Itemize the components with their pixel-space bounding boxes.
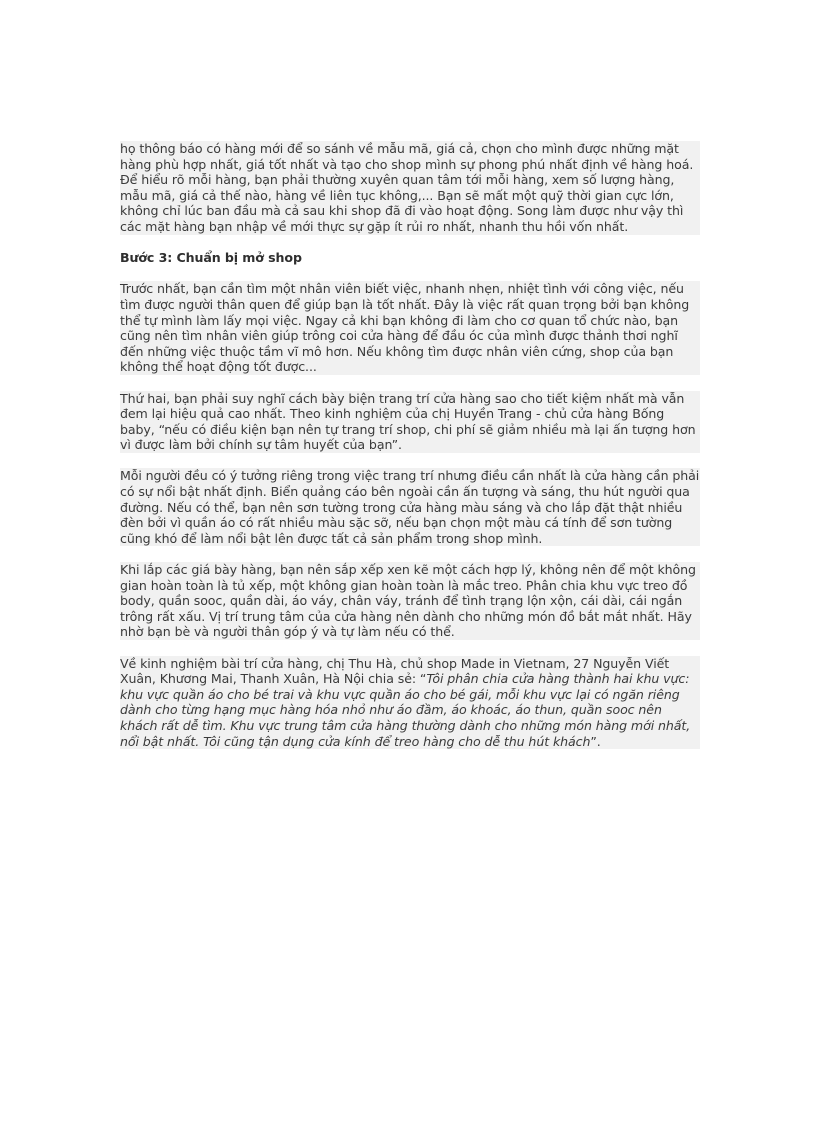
paragraph-intro: họ thông báo có hàng mới để so sánh về mẫu mã, giá cả, chọn cho mình được những mặt hàng phù hợp nhất, giá tốt nhất và tạo cho shop mình sự phong phú nhất định về hàng hoá. Để hiểu rõ mỗi hàng, bạn phải thường xuyên quan tâm tới mỗi hàng, xem số lượng hàng, mẫu mã, giá cả thế nào, hàng về liên tục không,... Bạn sẽ mất một quỹ thời gian cực lớn, không chỉ lúc ban đầu mà cả sau khi shop đã đi vào hoạt động. Song làm được như vậy thì các mặt hàng bạn nhập về mới thực sự gặp ít rủi ro nhất, nhanh thu hồi vốn nhất. <box>120 141 700 235</box>
section-heading: Bước 3: Chuẩn bị mở shop <box>120 250 302 266</box>
experience-outro: ”. <box>590 733 601 749</box>
experience-intro: Về kinh nghiệm bài trí cửa hàng, chị Thu Hà, chủ shop Made in Vietnam, 27 Nguyễn Viết Xuân, Khương Mai, Thanh Xuân, Hà Nội chia sẻ: “ <box>120 655 670 687</box>
paragraph-experience <box>120 656 700 750</box>
paragraph-shelves: Khi lắp các giá bày hàng, bạn nên sắp xếp xen kẽ một cách hợp lý, không nên để một không gian hoàn toàn là tủ xếp, một không gian hoàn toàn là mắc treo. Phân chia khu vực treo đồ body, quần sooc, quần dài, áo váy, chân váy, tránh để tình trạng lộn xộn, cái dài, cái ngắn trông rất xấu. Vị trí trung tâm của cửa hàng nên dành cho những món đồ bắt mắt nhất. Hãy nhờ bạn bè và người thân góp ý và tự làm nếu có thể. <box>120 562 700 640</box>
experience-quote: Tôi phân chia cửa hàng thành hai khu vực: khu vực quần áo cho bé trai và khu vực quần áo cho bé gái, mỗi khu vực lại có ngăn riêng dành cho từng hạng mục hàng hóa nhỏ như áo đầm, áo khoác, áo thun, quần sooc nên khách rất dễ tìm. Khu vực trung tâm cửa hàng thường dành cho những món hàng mới nhất, nổi bật nhất. Tôi cũng tận dụng cửa kính để treo hàng cho dễ thu hút khách <box>120 671 691 749</box>
document-page <box>120 141 700 765</box>
paragraph-ideas: Mỗi người đều có ý tưởng riêng trong việc trang trí nhưng điều cần nhất là cửa hàng cần phải có sự nổi bật nhất định. Biển quảng cáo bên ngoài cần ấn tượng và sáng, thu hút người qua đường. Nếu có thể, bạn nên sơn tường trong cửa hàng màu sáng và cho lắp đặt thật nhiều đèn bởi vì quần áo có rất nhiều màu sặc sỡ, nếu bạn chọn một màu cá tính để sơn tường cũng khó để làm nổi bật lên được tất cả sản phẩm trong shop mình. <box>120 468 700 546</box>
paragraph-decoration: Thứ hai, bạn phải suy nghĩ cách bày biện trang trí cửa hàng sao cho tiết kiệm nhất mà vẫn đem lại hiệu quả cao nhất. Theo kinh nghiệm của chị Huyền Trang - chủ cửa hàng Bống baby, “nếu có điều kiện bạn nên tự trang trí shop, chi phí sẽ giảm nhiều mà lại ấn tượng hơn vì được làm bởi chính sự tâm huyết của bạn”. <box>120 391 700 453</box>
paragraph-staff: Trước nhất, bạn cần tìm một nhân viên biết việc, nhanh nhẹn, nhiệt tình với công việc, nếu tìm được người thân quen để giúp bạn là tốt nhất. Đây là việc rất quan trọng bởi bạn không thể tự mình làm lấy mọi việc. Ngay cả khi bạn không đi làm cho cơ quan tổ chức nào, bạn cũng nên tìm nhân viên giúp trông coi cửa hàng để đầu óc của mình được thảnh thơi nghĩ đến những việc thuộc tầm vĩ mô hơn. Nếu không tìm được nhân viên cứng, shop của bạn không thể hoạt động tốt được... <box>120 281 700 375</box>
